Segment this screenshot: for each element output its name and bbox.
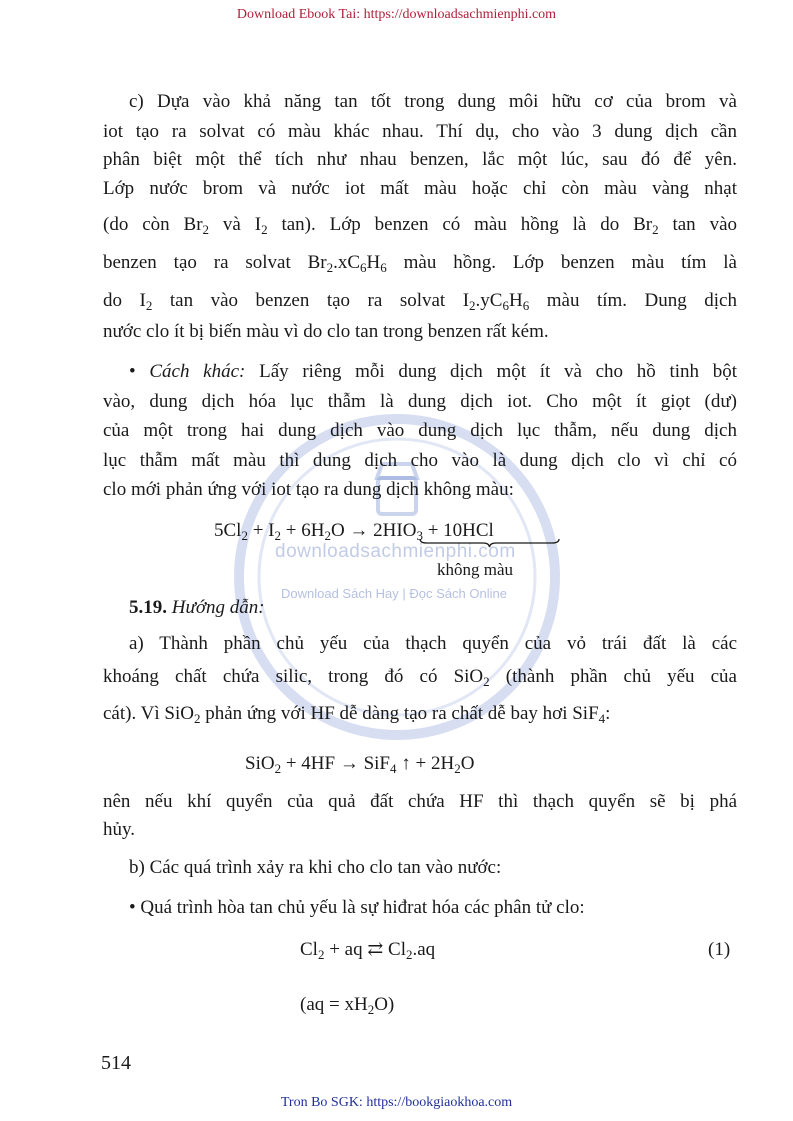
paragraph-c-line-5: (do còn $Br_2$ và $I_2$ tan). Lớp benzen có màu hồng là do $Br_2$ tan vào [103, 214, 737, 237]
equation-chlorine-hydration: $Cl_2$ + aq ⇄ $Cl_2.aq$ [300, 939, 436, 962]
paragraph-a-line-1: a) Thành phần chủ yếu của thạch quyển của vỏ trái đất là các [129, 633, 737, 654]
alt-method-line-1: • Cách khác: Lấy riêng mỗi dung dịch một ít và cho hồ tinh bột [129, 361, 738, 382]
paragraph-c-line-6: benzen tạo ra solvat $Br_2.xC_6H_6$ màu hồng. Lớp benzen màu tím là [103, 252, 737, 275]
alt-method-line-2: vào, dung dịch hóa lục thẫm là dung dịch iot. Cho một ít giọt (dư) [103, 391, 737, 412]
paragraph-c-line-7: do $I_2$ tan vào benzen tạo ra solvat $I_2.yC_6H_6$ màu tím. Dung dịch [103, 290, 737, 313]
equation-number-1: (1) [708, 939, 731, 960]
alt-method-line-3: của một trong hai dung dịch vào dung dịch lục thẫm, nếu dung dịch [103, 420, 737, 441]
equation-iodine-chlorine: $5Cl_2 + I_2 + 6H_2O \to 2HIO_3 + 10HCl$ [214, 520, 494, 543]
header-download-link[interactable]: Download Ebook Tai: https://downloadsachmienphi.com [236, 7, 557, 22]
equation-sio2-hf: SiO$_2$ + 4HF → SiF$_4$ ↑ + $2H_2O$ [245, 753, 475, 776]
watermark-tagline: Download Sách Hay | Đọc Sách Online [281, 586, 507, 601]
equation-note-colorless: không màu [437, 560, 514, 579]
bullet-icon: • [129, 361, 136, 382]
paragraph-c-line-4: Lớp nước brom và nước iot mất màu hoặc chỉ còn màu vàng nhạt [103, 178, 737, 199]
footer-sgk-link[interactable]: Tron Bo SGK: https://bookgiaokhoa.com [280, 1095, 513, 1110]
paragraph-b-line-2: • Quá trình hòa tan chủ yếu là sự hiđrat hóa các phân tử clo: [129, 897, 585, 918]
paragraph-c-line-8: nước clo ít bị biến màu vì do clo tan trong benzen rất kém. [103, 321, 549, 342]
paragraph-a-line-2: khoáng chất chứa silic, trong đó có SiO$_2$ (thành phần chủ yếu của [103, 666, 737, 689]
paragraph-a-line-3: cát). Vì SiO$_2$ phản ứng với HF dễ dàng tạo ra chất dễ bay hơi SiF$_4$: [103, 703, 611, 726]
paragraph-c-line-3: phân biệt một thể tích như nhau benzen, lắc một lúc, sau đó để yên. [103, 149, 737, 170]
watermark-site-text: downloadsachmienphi.com [275, 541, 516, 562]
alt-method-line-4: lục thẫm mất màu thì dung dịch cho vào là dung dịch clo vì chỉ có [103, 450, 737, 471]
paragraph-c-line-2: iot tạo ra solvat có màu khác nhau. Thí dụ, cho vào 3 dung dịch cần [103, 121, 737, 142]
alt-method-label: Cách khác: [149, 361, 246, 382]
paragraph-a-line-5: hủy. [103, 819, 136, 840]
equation-aq-definition: $(aq = xH_2O)$ [300, 994, 395, 1017]
section-heading-5-19: 5.19. Hướng dẫn: [129, 597, 265, 618]
page-number: 514 [101, 1052, 131, 1074]
paragraph-b-line-1: b) Các quá trình xảy ra khi cho clo tan vào nước: [129, 857, 502, 878]
paragraph-c-line-1: c) Dựa vào khả năng tan tốt trong dung môi hữu cơ của brom và [129, 91, 737, 112]
underbrace [419, 538, 560, 548]
bullet-icon: • [129, 897, 136, 918]
alt-method-line-5: clo mới phản ứng với iot tạo ra dung dịch không màu: [103, 479, 514, 500]
paragraph-a-line-4: nên nếu khí quyển của quả đất chứa HF thì thạch quyển sẽ bị phá [103, 791, 737, 812]
